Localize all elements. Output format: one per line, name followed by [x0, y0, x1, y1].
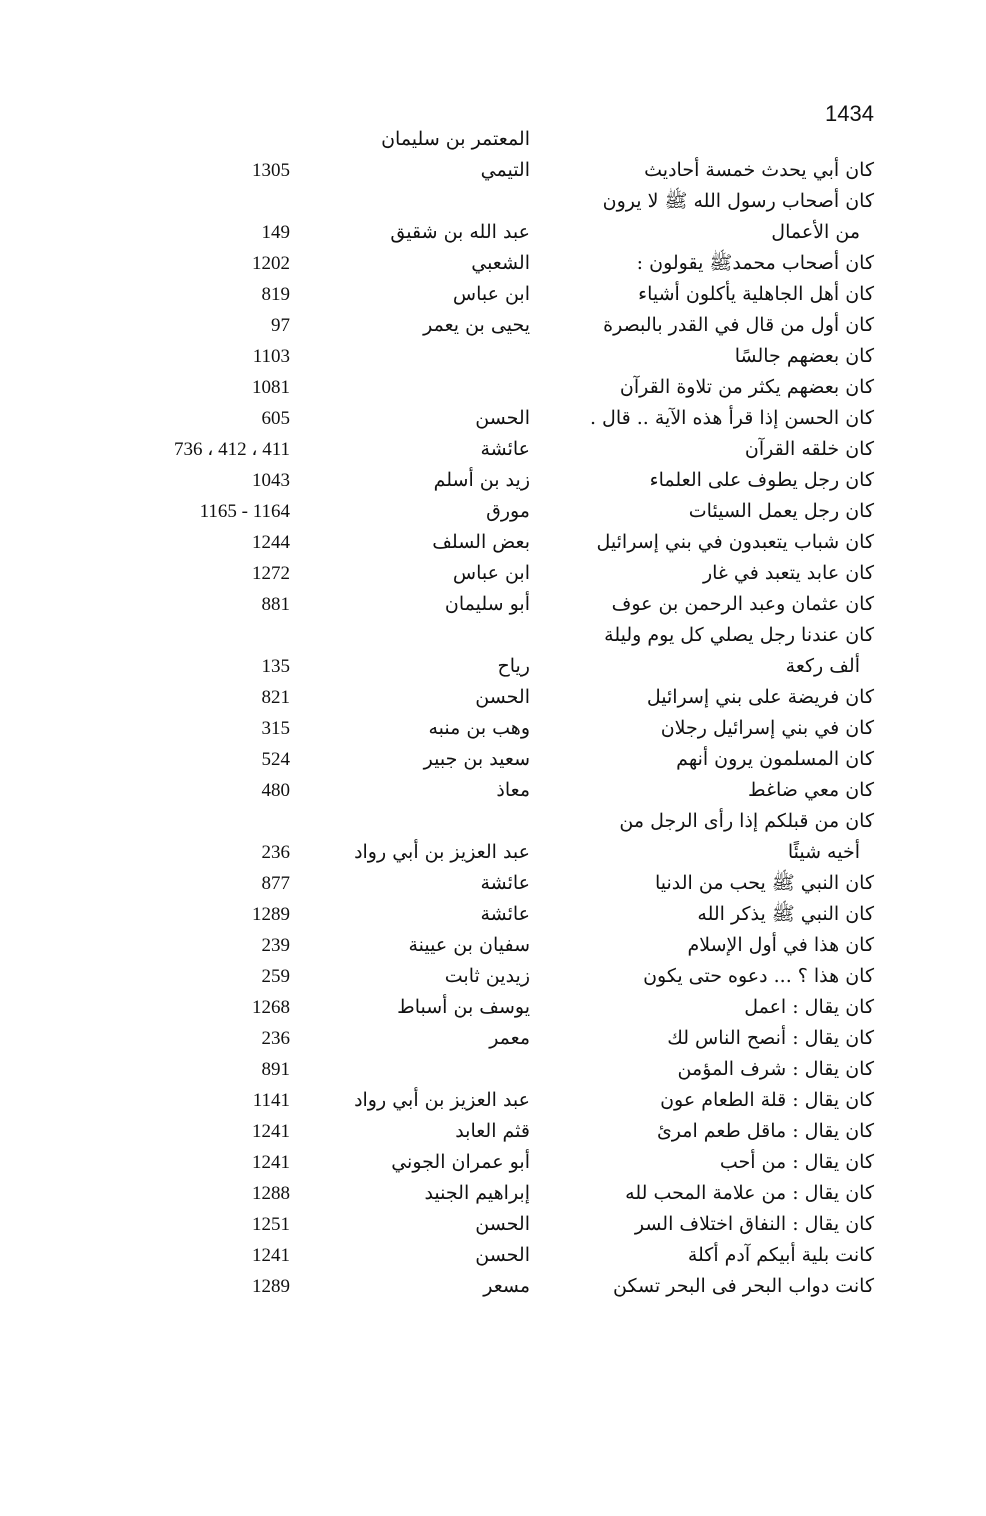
- index-entry: [0, 930, 986, 961]
- entry-narrator: سعيد بن جبير: [423, 748, 530, 770]
- entry-phrase-line: كان أصحاب رسول الله ﷺ لا يرون: [602, 190, 874, 212]
- entry-narrator: معاذ: [496, 779, 530, 801]
- entry-reference: 236: [261, 1028, 290, 1049]
- entry-phrase-continuation: من الأعمال: [771, 221, 860, 243]
- entry-reference: 1103: [252, 346, 290, 367]
- entry-narrator: الشعبي: [471, 252, 530, 274]
- entry-phrase: [574, 434, 874, 465]
- entry-narrator: يحيى بن يعمر: [423, 314, 530, 336]
- index-entry: [0, 434, 986, 465]
- index-entry: [0, 775, 986, 806]
- entry-phrase-line: كان في بني إسرائيل رجلان: [660, 717, 874, 739]
- entry-reference: 1268: [252, 997, 290, 1018]
- index-entry: [0, 1178, 986, 1209]
- entry-reference: 877: [261, 873, 290, 894]
- index-entry: [0, 248, 986, 279]
- entry-narrator: المعتمر بن سليمان التيمي: [381, 128, 530, 181]
- entry-narrator: مورق: [486, 500, 530, 522]
- entry-narrator: ابن عباس: [452, 283, 530, 305]
- entry-narrator: الحسن: [475, 686, 530, 708]
- entry-phrase-line: كان هذا في أول الإسلام: [687, 934, 874, 956]
- entry-phrase-line: كان أهل الجاهلية يأكلون أشياء: [638, 283, 874, 305]
- entry-narrator: مسعر: [483, 1275, 530, 1297]
- index-entry: [0, 1209, 986, 1240]
- index-table: [0, 128, 986, 1302]
- index-entry: [0, 589, 986, 620]
- entry-phrase: [574, 186, 874, 248]
- index-entry: [0, 310, 986, 341]
- entry-phrase: [574, 558, 874, 589]
- entry-phrase: [574, 1054, 874, 1085]
- entry-phrase: [574, 465, 874, 496]
- entry-phrase-line: كان رجل يعمل السيئات: [688, 500, 874, 522]
- entry-phrase-line: كان عثمان وعبد الرحمن بن عوف: [611, 593, 874, 615]
- entry-phrase: [574, 744, 874, 775]
- entry-phrase: [574, 1240, 874, 1271]
- entry-phrase: [574, 930, 874, 961]
- index-entry: [0, 868, 986, 899]
- entry-phrase: [574, 961, 874, 992]
- entry-narrator: معمر: [489, 1027, 530, 1049]
- page-number: 1434: [825, 101, 874, 126]
- entry-phrase-continuation: ألف ركعة: [785, 655, 860, 677]
- entry-phrase: [574, 341, 874, 372]
- entry-phrase: [574, 403, 874, 434]
- entry-reference: 736 ، 412 ، 411: [173, 439, 290, 460]
- entry-phrase-line: كان المسلمون يرون أنهم: [676, 748, 874, 770]
- entry-narrator: الحسن: [475, 1213, 530, 1235]
- entry-reference: 1241: [252, 1245, 290, 1266]
- entry-phrase: [574, 992, 874, 1023]
- entry-phrase-line: كان النبي ﷺ يحب من الدنيا: [654, 872, 874, 894]
- entry-narrator: عائشة: [480, 438, 530, 460]
- entry-reference: 1244: [252, 532, 290, 553]
- entry-narrator: أبو عمران الجوني: [391, 1151, 530, 1173]
- entry-narrator: ابن عباس: [452, 562, 530, 584]
- entry-phrase-line: كان يقال : شرف المؤمن: [677, 1058, 874, 1080]
- entry-phrase-line: كان من قبلكم إذا رأى الرجل من: [619, 810, 874, 832]
- index-entry: [0, 1054, 986, 1085]
- entry-phrase: [574, 868, 874, 899]
- entry-phrase: [574, 1085, 874, 1116]
- entry-reference: 1165 - 1164: [199, 501, 290, 522]
- entry-reference: 1202: [252, 253, 290, 274]
- entry-phrase-line: كان عندنا رجل يصلي كل يوم وليلة: [604, 624, 874, 646]
- entry-phrase-line: كان شباب يتعبدون في بني إسرائيل: [596, 531, 874, 553]
- index-entry: [0, 279, 986, 310]
- index-entry: [0, 1240, 986, 1271]
- index-entry: [0, 465, 986, 496]
- index-entry: [0, 128, 986, 186]
- entry-narrator: عائشة: [480, 872, 530, 894]
- entry-phrase-line: كان يقال : من علامة المحب لله: [625, 1182, 874, 1204]
- entry-phrase: [574, 775, 874, 806]
- index-entry: [0, 496, 986, 527]
- entry-phrase: [574, 1116, 874, 1147]
- entry-phrase: [574, 1209, 874, 1240]
- entry-phrase-line: كان خلقه القرآن: [744, 438, 874, 460]
- entry-phrase-line: كان يقال : قلة الطعام عون: [660, 1089, 874, 1111]
- entry-phrase-line: كان يقال : اعمل: [744, 996, 874, 1018]
- entry-reference: 821: [261, 687, 290, 708]
- entry-phrase-line: كانت بلية أبيكم آدم أكلة: [687, 1244, 874, 1266]
- entry-narrator: يوسف بن أسباط: [397, 996, 530, 1018]
- entry-phrase-line: كان يقال : من أحب: [719, 1151, 874, 1173]
- entry-phrase: [574, 527, 874, 558]
- entry-reference: 97: [271, 315, 290, 336]
- entry-narrator: إبراهيم الجنيد: [424, 1182, 530, 1204]
- entry-reference: 524: [261, 749, 290, 770]
- entry-reference: 1081: [252, 377, 290, 398]
- index-entry: [0, 899, 986, 930]
- entry-phrase: [574, 713, 874, 744]
- index-entry: [0, 403, 986, 434]
- entry-phrase-line: كان بعضهم جالسًا: [734, 345, 874, 367]
- entry-phrase-line: كان أول من قال في القدر بالبصرة: [603, 314, 874, 336]
- entry-reference: 1288: [252, 1183, 290, 1204]
- entry-reference: 480: [261, 780, 290, 801]
- index-entry: [0, 1147, 986, 1178]
- index-entry: [0, 1116, 986, 1147]
- entry-phrase-line: كان هذا ؟ ... دعوه حتى يكون: [643, 965, 874, 987]
- entry-phrase: [574, 248, 874, 279]
- entry-phrase-continuation: أخيه شيئًا: [787, 841, 860, 863]
- entry-narrator: الحسن: [475, 407, 530, 429]
- entry-reference: 315: [261, 718, 290, 739]
- entry-reference: 236: [261, 842, 290, 863]
- entry-narrator: وهب بن منبه: [428, 717, 530, 739]
- entry-reference: 135: [261, 656, 290, 677]
- entry-phrase-line: كان عابد يتعبد في غار: [702, 562, 874, 584]
- entry-reference: 891: [261, 1059, 290, 1080]
- entry-narrator: بعض السلف: [432, 531, 530, 553]
- entry-phrase-line: كان يقال : النفاق اختلاف السر: [634, 1213, 874, 1235]
- entry-phrase: [574, 496, 874, 527]
- entry-narrator: زيدين ثابت: [444, 965, 530, 987]
- entry-reference: 1251: [252, 1214, 290, 1235]
- index-entry: [0, 744, 986, 775]
- entry-narrator: رياح: [497, 655, 530, 677]
- entry-narrator: قثم العابد: [455, 1120, 530, 1142]
- entry-reference: 605: [261, 408, 290, 429]
- index-entry: [0, 527, 986, 558]
- entry-phrase-line: كان الحسن إذا قرأ هذه الآية .. قال .: [589, 407, 874, 429]
- entry-phrase-line: كان يقال : أنصح الناس لك: [667, 1027, 874, 1049]
- entry-reference: 1043: [252, 470, 290, 491]
- index-entry: [0, 961, 986, 992]
- entry-reference: 1289: [252, 1276, 290, 1297]
- index-entry: [0, 713, 986, 744]
- entry-phrase: [574, 806, 874, 868]
- entry-reference: 239: [261, 935, 290, 956]
- entry-phrase: [574, 372, 874, 403]
- index-entry: [0, 682, 986, 713]
- entry-phrase-line: كان فريضة على بني إسرائيل: [646, 686, 874, 708]
- entry-phrase: [574, 279, 874, 310]
- entry-narrator: عبد الله بن شقيق: [390, 221, 530, 243]
- entry-phrase-line: كان يقال : ماقل طعم امرئ: [656, 1120, 874, 1142]
- entry-phrase: [574, 1178, 874, 1209]
- index-entry: [0, 372, 986, 403]
- entry-narrator: زيد بن أسلم: [433, 469, 530, 491]
- index-entry: [0, 1023, 986, 1054]
- index-entry: [0, 1271, 986, 1302]
- entry-narrator: عبد العزيز بن أبي رواد: [354, 1089, 530, 1111]
- entry-phrase: [574, 1147, 874, 1178]
- entry-narrator: الحسن: [475, 1244, 530, 1266]
- entry-reference: 1272: [252, 563, 290, 584]
- entry-phrase: [574, 1271, 874, 1302]
- entry-reference: 1241: [252, 1121, 290, 1142]
- entry-phrase: [574, 155, 874, 186]
- entry-phrase-line: كان بعضهم يكثر من تلاوة القرآن: [619, 376, 874, 398]
- entry-narrator: عائشة: [480, 903, 530, 925]
- entry-reference: 819: [261, 284, 290, 305]
- index-entry: [0, 806, 986, 868]
- entry-phrase: [574, 589, 874, 620]
- entry-phrase-line: كان أبي يحدث خمسة أحاديث: [644, 159, 874, 181]
- index-entry: [0, 620, 986, 682]
- entry-phrase-line: كان معي ضاغط: [748, 779, 874, 801]
- entry-phrase-line: كان أصحاب محمدﷺ يقولون :: [636, 252, 874, 274]
- entry-narrator: سفيان بن عيينة: [408, 934, 530, 956]
- entry-narrator: عبد العزيز بن أبي رواد: [354, 841, 530, 863]
- index-entry: [0, 992, 986, 1023]
- index-entry: [0, 341, 986, 372]
- index-entry: [0, 558, 986, 589]
- entry-reference: 259: [261, 966, 290, 987]
- entry-reference: 881: [261, 594, 290, 615]
- entry-phrase: [574, 620, 874, 682]
- entry-phrase: [574, 310, 874, 341]
- index-entry: [0, 1085, 986, 1116]
- entry-phrase-line: كان رجل يطوف على العلماء: [649, 469, 874, 491]
- entry-reference: 1141: [252, 1090, 290, 1111]
- entry-phrase-line: كانت دواب البحر فى البحر تسكن: [613, 1275, 874, 1297]
- entry-narrator: أبو سليمان: [444, 593, 530, 615]
- entry-reference: 1241: [252, 1152, 290, 1173]
- entry-reference: 1305: [252, 160, 290, 181]
- entry-reference: 149: [261, 222, 290, 243]
- entry-reference: 1289: [252, 904, 290, 925]
- entry-phrase: [574, 899, 874, 930]
- entry-phrase: [574, 1023, 874, 1054]
- entry-phrase: [574, 682, 874, 713]
- entry-phrase-line: كان النبي ﷺ يذكر الله: [697, 903, 874, 925]
- index-entry: [0, 186, 986, 248]
